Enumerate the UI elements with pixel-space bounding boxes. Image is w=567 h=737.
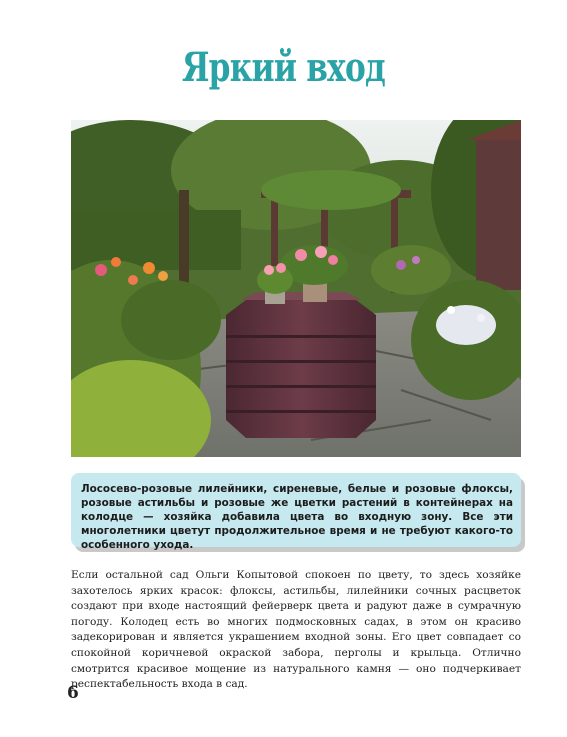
garden-entrance-photo — [71, 120, 521, 457]
photo-caption-box — [71, 473, 521, 551]
photo-caption: Лососево-розовые лилейники, сиреневые, белые и розовые флоксы, розовые астильбы и розовые же цветки растений в контейнерах на колодце — хозяйка добавила цвета во входную зону. Все эти многолетники цветут продолжительное время и не требуют какого-то особенного ухода. — [81, 483, 513, 551]
page-title: Яркий вход — [181, 44, 386, 91]
body-paragraph: Если остальной сад Ольги Копытовой спокоен по цвету, то здесь хозяйке захотелось ярких красок: флоксы, астильбы, лилейники сочных расцветок создают при входе настоящий фейерверк цвета и радуют даже в сумрачную погоду. Колодец есть во многих подмосковных садах, в этом он красиво задекорирован и является украшением входной зоны. Его цвет совпадает со спокойной коричневой окраской забора, перголы и крыльца. Отлично смотрится красивое мощение из натурального камня — оно подчеркивает респектабельность входа в сад. — [71, 569, 521, 691]
page-number: 6 — [67, 683, 79, 703]
